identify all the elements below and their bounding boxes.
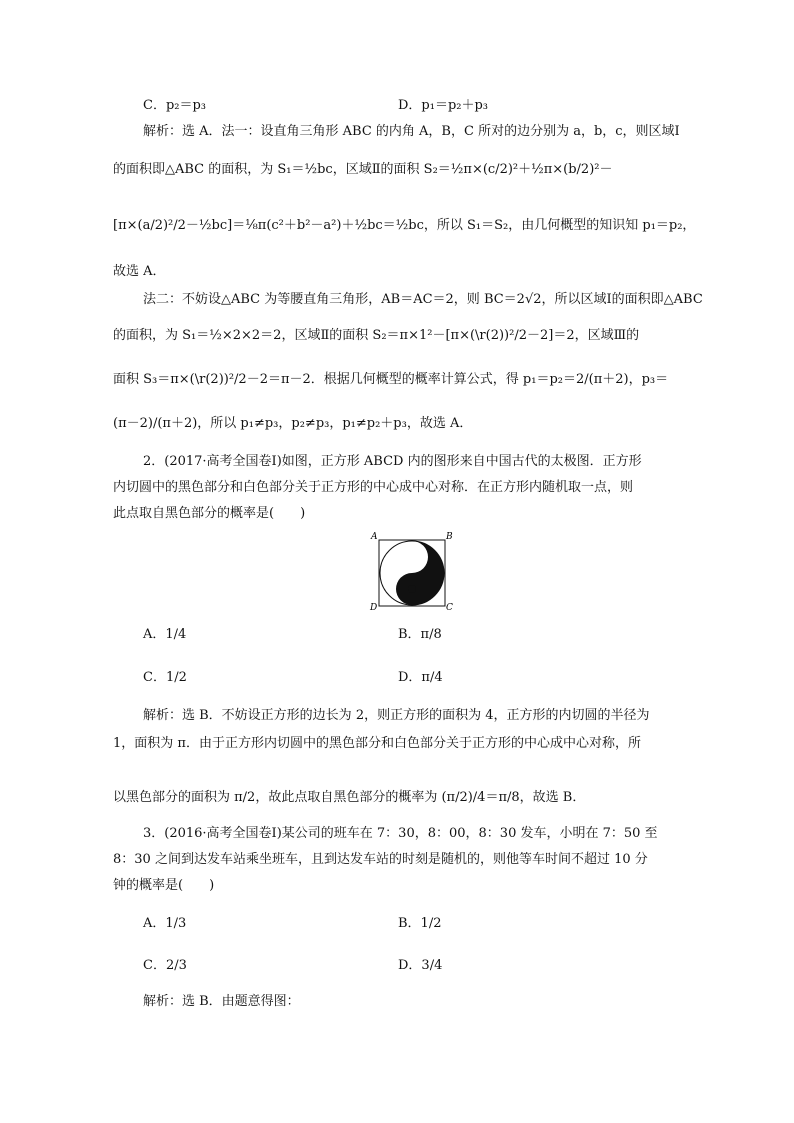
q1-method2-line2: 的面积，为 S₁＝½×2×2＝2，区域Ⅱ的面积 S₂＝π×1²－[π×(\r(2))²/2－2]＝2，区域Ⅲ的 (113, 328, 640, 343)
q1-solution-line3: [π×(a/2)²/2－½bc]＝⅛π(c²＋b²－a²)＋½bc＝½bc，所以 S₁＝S₂，由几何概型的知识知 p₁＝p₂， (113, 218, 696, 233)
black-dot (408, 585, 416, 593)
q3-stem-line2: 8：30 之间到达发车站乘坐班车，且到达发车站的时刻是随机的，则他等车时间不超过 10 分 (113, 852, 648, 867)
q1-solution-line4: 故选 A． (113, 264, 166, 279)
q1-method2-line1: 法二：不妨设△ABC 为等腰直角三角形，AB＝AC＝2，则 BC＝2√2，所以区域Ⅰ的面积即△ABC (143, 292, 703, 307)
q1-option-d: D．p₁＝p₂＋p₃ (398, 98, 489, 113)
q2-option-a: A．1/4 (143, 627, 187, 642)
q3-stem-line1: 3．(2016·高考全国卷Ⅰ)某公司的班车在 7：30，8：00，8：30 发车，小明在 7：50 至 (143, 826, 658, 841)
q3-option-a: A．1/3 (143, 916, 187, 931)
white-dot (408, 553, 416, 561)
q2-solution-line1: 解析：选 B．不妨设正方形的边长为 2，则正方形的面积为 4，正方形的内切圆的半径为 (143, 708, 650, 723)
taiji-figure (368, 530, 458, 612)
q3-option-d: D．3/4 (398, 958, 443, 973)
q3-solution-line1: 解析：选 B．由题意得图： (143, 994, 300, 1009)
q2-solution-line2: 1，面积为 π．由于正方形内切圆中的黑色部分和白色部分关于正方形的中心成中心对称，所 (113, 736, 641, 751)
q1-option-c: C．p₂＝p₃ (143, 98, 207, 113)
q1-method2-line3: 面积 S₃＝π×(\r(2))²/2－2＝π－2．根据几何概型的概率计算公式，得 p₁＝p₂＝2/(π＋2)，p₃＝ (113, 372, 669, 387)
label-b: B (446, 532, 453, 542)
q2-stem-line1: 2．(2017·高考全国卷Ⅰ)如图，正方形 ABCD 内的图形来自中国古代的太极图．正方形 (143, 454, 642, 469)
q1-solution-line1: 解析：选 A．法一：设直角三角形 ABC 的内角 A，B，C 所对的边分别为 a，b，c，则区域Ⅰ (143, 124, 680, 139)
q1-method2-line4: (π－2)/(π＋2)，所以 p₁≠p₃，p₂≠p₃，p₁≠p₂＋p₃，故选 A． (113, 416, 473, 431)
q2-stem-line3: 此点取自黑色部分的概率是( ) (113, 506, 306, 521)
q1-solution-line2: 的面积即△ABC 的面积，为 S₁＝½bc，区域Ⅱ的面积 S₂＝½π×(c/2)²＋½π×(b/2)²－ (113, 162, 613, 177)
q3-stem-line3: 钟的概率是( ) (113, 878, 215, 893)
label-d: D (370, 603, 378, 612)
q2-option-d: D．π/4 (398, 670, 443, 685)
label-a: A (371, 532, 378, 542)
q2-stem-line2: 内切圆中的黑色部分和白色部分关于正方形的中心成中心对称．在正方形内随机取一点，则 (113, 480, 634, 495)
q3-option-b: B．1/2 (398, 916, 442, 931)
q2-option-c: C．1/2 (143, 670, 187, 685)
taiji-svg (368, 530, 458, 612)
q3-option-c: C．2/3 (143, 958, 187, 973)
label-c: C (446, 603, 453, 612)
q2-solution-line3: 以黑色部分的面积为 π/2，故此点取自黑色部分的概率为 (π/2)/4＝π/8，故选 B． (113, 790, 586, 805)
q2-option-b: B．π/8 (398, 627, 442, 642)
